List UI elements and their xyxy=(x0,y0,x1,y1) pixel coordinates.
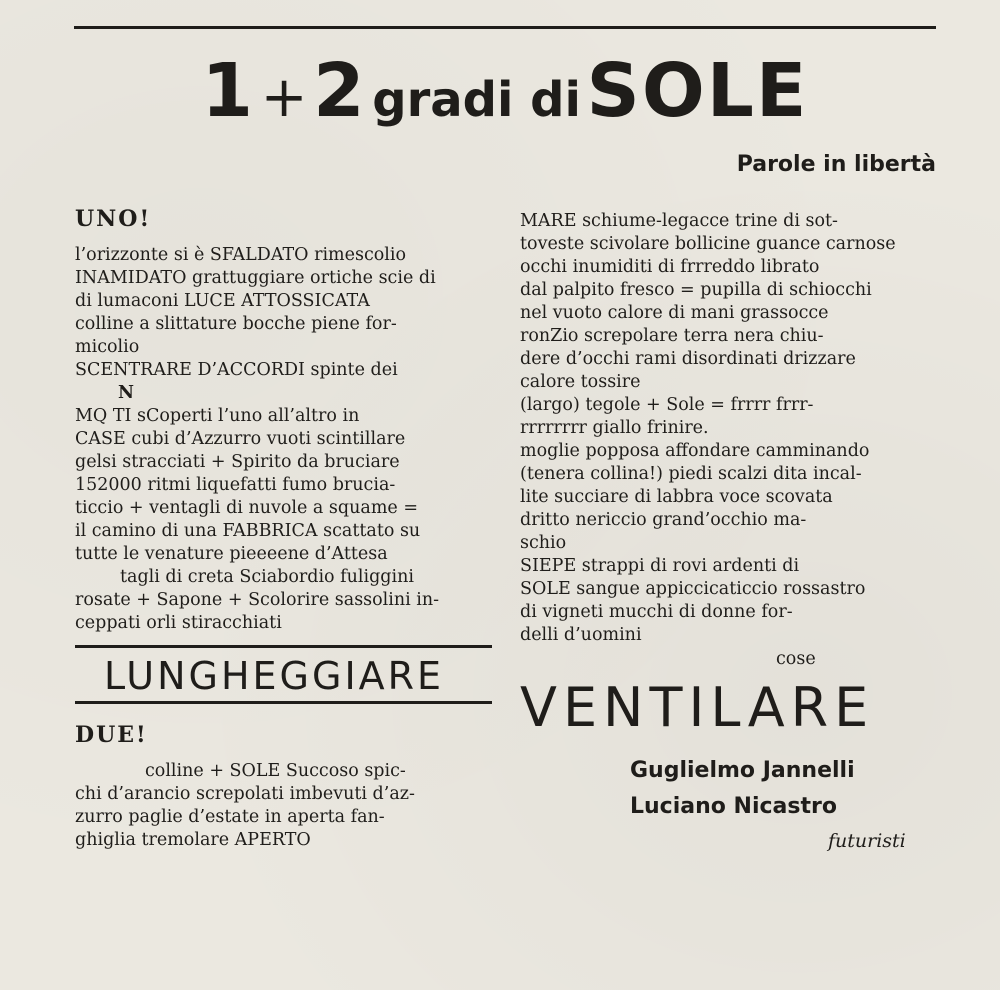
text-line: zurro paglie d’estate in aperta fan- xyxy=(75,807,385,827)
text-line: dere d’occhi rami disordinati drizzare xyxy=(520,349,856,369)
text-line: moglie popposa affondare camminando xyxy=(520,441,870,461)
text-line: ticcio + ventagli di nuvole a squame = xyxy=(75,498,418,518)
lungheggiare-bottom-rule xyxy=(75,701,492,704)
title-two: 2 xyxy=(313,48,367,134)
text-line: gelsi stracciati + Spirito da bruciare xyxy=(75,452,400,472)
text-line: delli d’uomini xyxy=(520,625,642,645)
text-line: rrrrrrrr giallo frinire. xyxy=(520,418,709,438)
text-line: nel vuoto calore di mani grassocce xyxy=(520,303,829,323)
text-line: MQ TI sCoperti l’uno all’altro in xyxy=(75,406,360,426)
top-rule xyxy=(74,26,936,29)
text-line: INAMIDATO grattuggiare ortiche scie di xyxy=(75,268,436,288)
text-line: di lumaconi LUCE ATTOSSICATA xyxy=(75,291,370,311)
text-line: occhi inumiditi di frrreddo librato xyxy=(520,257,820,277)
title-sole: SOLE xyxy=(586,48,809,134)
page-title xyxy=(74,48,936,134)
text-line: tagli di creta Sciabordio fuliggini xyxy=(120,567,414,587)
text-line: di vigneti mucchi di donne for- xyxy=(520,602,793,622)
text-line: ghiglia tremolare APERTO xyxy=(75,830,311,850)
text-line: tutte le venature pieeeene d’Attesa xyxy=(75,544,388,564)
author-name: Guglielmo Jannelli xyxy=(630,758,855,783)
page-subtitle: Parole in libertà xyxy=(736,152,936,177)
title-plus: + xyxy=(260,65,308,130)
lungheggiare-top-rule xyxy=(75,645,492,648)
text-line: SOLE sangue appiccicaticcio rossastro xyxy=(520,579,866,599)
text-line: lite succiare di labbra voce scovata xyxy=(520,487,833,507)
lungheggiare-display-word: LUNGHEGGIARE xyxy=(104,654,445,698)
text-line: (largo) tegole + Sole = frrrr frrr- xyxy=(520,395,814,415)
text-line: schio xyxy=(520,533,567,553)
text-line: ceppati orli stiracchiati xyxy=(75,613,282,633)
title-one: 1 xyxy=(201,48,256,134)
text-line: l’orizzonte si è SFALDATO rimescolio xyxy=(75,245,407,265)
text-line: CASE cubi d’Azzurro vuoti scintillare xyxy=(75,429,406,449)
cose-word: cose xyxy=(776,649,816,669)
text-line: ronZio screpolare terra nera chiu- xyxy=(520,326,824,346)
text-line: SIEPE strappi di rovi ardenti di xyxy=(520,556,800,576)
text-line: N xyxy=(118,383,134,403)
text-line: colline a slittature bocche piene for- xyxy=(75,314,397,334)
text-line: micolio xyxy=(75,337,140,357)
title-gradi-di: gradi di xyxy=(372,72,581,128)
text-line: dritto nericcio grand’occhio ma- xyxy=(520,510,807,530)
ventilare-display-word: VENTILARE xyxy=(520,676,875,739)
section-heading-due: DUE! xyxy=(75,722,148,748)
section-heading-uno: UNO! xyxy=(75,206,152,232)
text-line: MARE schiume-legacce trine di sot- xyxy=(520,211,838,231)
author-name: Luciano Nicastro xyxy=(630,794,837,819)
text-line: rosate + Sapone + Scolorire sassolini in- xyxy=(75,590,440,610)
text-line: colline + SOLE Succoso spic- xyxy=(145,761,406,781)
text-line: SCENTRARE D’ACCORDI spinte dei xyxy=(75,360,398,380)
text-line: dal palpito fresco = pupilla di schiocchi xyxy=(520,280,872,300)
text-line: il camino di una FABBRICA scattato su xyxy=(75,521,421,541)
text-line: toveste scivolare bollicine guance carnose xyxy=(520,234,896,254)
signature-note: futuristi xyxy=(828,830,906,852)
text-line: calore tossire xyxy=(520,372,641,392)
text-line: chi d’arancio screpolati imbevuti d’az- xyxy=(75,784,415,804)
text-line: 152000 ritmi liquefatti fumo brucia- xyxy=(75,475,396,495)
text-line: (tenera collina!) piedi scalzi dita incal- xyxy=(520,464,862,484)
